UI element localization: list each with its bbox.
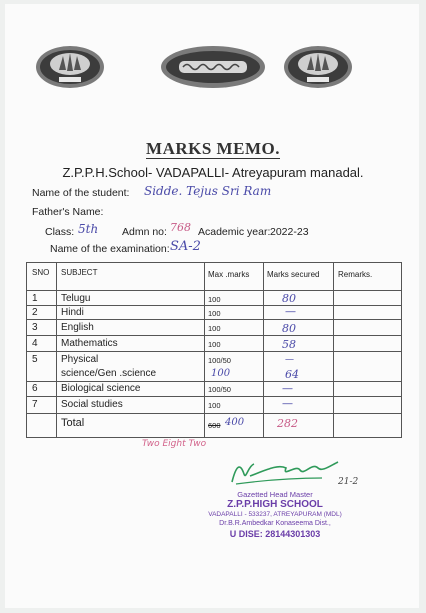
header-max-marks: Max .marks [208, 270, 250, 279]
academic-year-value: 2022-23 [270, 226, 309, 238]
class-label: Class: [45, 226, 75, 238]
table-row-sno: 7 [32, 399, 38, 410]
table-row-sno: 6 [32, 383, 38, 394]
table-row-subject: English [61, 322, 94, 333]
academic-year-label: Academic year: [198, 226, 271, 238]
stamp-udise: U DISE: 28144301303 [229, 529, 321, 539]
table-row-sno: 2 [32, 307, 38, 318]
table-row-subject: Biological science [61, 383, 141, 394]
table-row-secured: — [285, 305, 296, 318]
signature-date: 21-2 [338, 477, 359, 487]
table-row-max: 100 [208, 295, 221, 304]
table-row-max: 100 [208, 324, 221, 333]
header-marks-secured: Marks secured [267, 270, 320, 279]
table-row-subject: Social studies [61, 399, 123, 410]
page-title: MARKS MEMO. [146, 139, 280, 158]
student-name-value: Sidde. Tejus Sri Ram [144, 184, 272, 198]
header-subject: SUBJECT [61, 268, 98, 277]
table-row-subject: Telugu [61, 293, 91, 304]
table-row-secured-dash: — [285, 355, 294, 365]
table-row-secured: 58 [282, 338, 296, 351]
table-row-subject: Mathematics [61, 338, 118, 349]
table-row-max: 100 [208, 401, 221, 410]
table-row-secured: 64 [285, 368, 299, 381]
stamp-school-name: Z.P.P.HIGH SCHOOL [227, 499, 323, 510]
table-row-subject: Hindi [61, 307, 84, 318]
table-row-subject-line2: science/Gen .science [61, 368, 157, 379]
table-row-max: 100/50 [208, 385, 231, 394]
table-row-secured: — [282, 382, 293, 395]
total-max-handwritten: 400 [225, 417, 245, 428]
stamp-address: VADAPALLI - 533237, ATREYAPURAM (MDL) [208, 511, 342, 518]
class-value: 5th [78, 222, 99, 236]
table-row-secured: 80 [282, 292, 296, 305]
total-max-struck: 600 [208, 421, 221, 430]
table-row-subject: Physical [61, 354, 99, 365]
admn-label: Admn no: [122, 226, 167, 238]
table-row-max-handwritten: 100 [211, 368, 231, 379]
table-row-sno: 4 [32, 338, 38, 349]
table-row-sno: 1 [32, 293, 38, 304]
total-secured: 282 [277, 417, 298, 430]
admn-value: 768 [170, 221, 191, 234]
header-sno: SNO [32, 268, 50, 277]
header-remarks: Remarks. [338, 270, 373, 279]
total-label: Total [61, 417, 85, 429]
father-name-label: Father's Name: [32, 206, 104, 218]
emblem-logo-right-icon [283, 44, 353, 90]
stamp-head-master: Gazetted Head Master [237, 490, 313, 499]
emblem-logo-left-icon [35, 44, 105, 90]
table-row-sno: 3 [32, 322, 38, 333]
table-row-sno: 5 [32, 354, 38, 365]
stamp-district: Dr.B.R.Ambedkar Konaseema Dist., [219, 520, 331, 527]
exam-name-label: Name of the examination: [50, 243, 170, 255]
table-row-max: 100 [208, 340, 221, 349]
table-row-max: 100 [208, 309, 221, 318]
exam-name-value: SA-2 [170, 239, 201, 254]
table-row-secured: — [282, 397, 293, 410]
total-in-words: Two Eight Two [142, 439, 207, 449]
student-name-label: Name of the student: [32, 187, 130, 199]
marks-table [26, 262, 402, 438]
emblem-logo-center-icon [159, 44, 267, 90]
table-row-secured: 80 [282, 322, 296, 335]
school-name: Z.P.P.H.School- VADAPALLI- Atreyapuram manadal. [62, 165, 364, 180]
table-row-max: 100/50 [208, 356, 231, 365]
signature-icon [226, 456, 346, 493]
